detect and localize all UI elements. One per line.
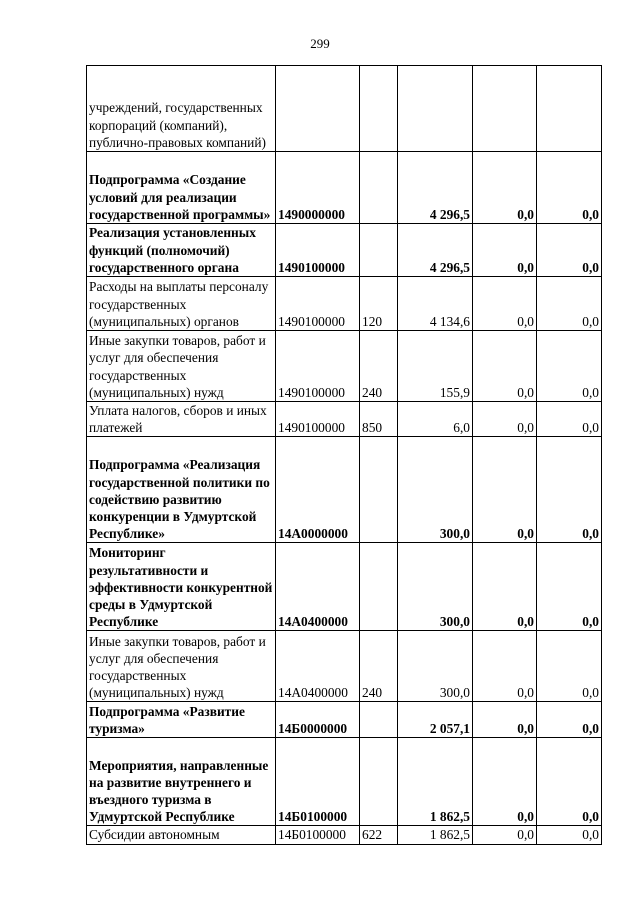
row-expense-type — [360, 224, 398, 277]
row-sum: 6,0 — [398, 402, 473, 437]
row-expense-type — [360, 738, 398, 826]
table-row — [87, 402, 602, 437]
row-code: 14Б0000000 — [276, 702, 360, 738]
row-value-1: 0,0 — [473, 402, 537, 437]
table-row — [87, 152, 602, 224]
table-row — [87, 331, 602, 402]
row-sum: 300,0 — [398, 437, 473, 543]
row-expense-type: 120 — [360, 277, 398, 331]
row-sum: 2 057,1 — [398, 702, 473, 738]
row-value-2: 0,0 — [537, 402, 602, 437]
row-value-1: 0,0 — [473, 152, 537, 224]
table-row — [87, 224, 602, 277]
row-value-2: 0,0 — [537, 277, 602, 331]
row-code: 1490100000 — [276, 331, 360, 402]
row-name: Иные закупки товаров, работ и услуг для обеспечения государственных (муниципальных) нужд — [87, 331, 276, 402]
row-name: учреждений, государственных корпораций (компаний), публично-правовых компаний) — [87, 66, 276, 152]
row-value-1: 0,0 — [473, 631, 537, 702]
row-value-1: 0,0 — [473, 277, 537, 331]
table-row — [87, 543, 602, 631]
row-expense-type — [360, 152, 398, 224]
row-sum: 4 134,6 — [398, 277, 473, 331]
table-row — [87, 437, 602, 543]
row-value-1: 0,0 — [473, 543, 537, 631]
page-number: 299 — [310, 36, 330, 51]
row-expense-type: 240 — [360, 631, 398, 702]
row-expense-type: 622 — [360, 826, 398, 844]
row-value-2: 0,0 — [537, 437, 602, 543]
row-name: Уплата налогов, сборов и иных платежей — [87, 402, 276, 437]
row-expense-type: 240 — [360, 331, 398, 402]
row-sum: 300,0 — [398, 631, 473, 702]
row-code: 14Б0100000 — [276, 826, 360, 844]
row-value-1: 0,0 — [473, 702, 537, 738]
row-code: 1490100000 — [276, 402, 360, 437]
row-expense-type — [360, 437, 398, 543]
row-value-2: 0,0 — [537, 152, 602, 224]
row-sum: 4 296,5 — [398, 224, 473, 277]
row-value-2: 0,0 — [537, 224, 602, 277]
row-name: Расходы на выплаты персоналу государственных (муниципальных) органов — [87, 277, 276, 331]
row-code: 14А0000000 — [276, 437, 360, 543]
table-row — [87, 738, 602, 826]
row-name: Подпрограмма «Развитие туризма» — [87, 702, 276, 738]
budget-table-body — [87, 66, 602, 845]
row-name: Субсидии автономным — [87, 826, 276, 844]
row-code: 1490000000 — [276, 152, 360, 224]
table-row — [87, 826, 602, 844]
row-expense-type — [360, 543, 398, 631]
table-row — [87, 702, 602, 738]
row-value-2 — [537, 66, 602, 152]
row-value-1: 0,0 — [473, 224, 537, 277]
row-value-2: 0,0 — [537, 702, 602, 738]
row-value-1 — [473, 66, 537, 152]
row-sum: 1 862,5 — [398, 826, 473, 844]
row-value-2: 0,0 — [537, 331, 602, 402]
row-value-2: 0,0 — [537, 631, 602, 702]
row-value-1: 0,0 — [473, 738, 537, 826]
row-value-1: 0,0 — [473, 826, 537, 844]
row-code: 1490100000 — [276, 277, 360, 331]
row-sum: 155,9 — [398, 331, 473, 402]
row-code: 14Б0100000 — [276, 738, 360, 826]
row-value-1: 0,0 — [473, 437, 537, 543]
row-code: 14А0400000 — [276, 631, 360, 702]
row-sum — [398, 66, 473, 152]
row-sum: 300,0 — [398, 543, 473, 631]
row-name: Иные закупки товаров, работ и услуг для обеспечения государственных (муниципальных) нужд — [87, 631, 276, 702]
row-value-2: 0,0 — [537, 543, 602, 631]
row-expense-type — [360, 66, 398, 152]
row-expense-type — [360, 702, 398, 738]
row-code: 1490100000 — [276, 224, 360, 277]
row-code: 14А0400000 — [276, 543, 360, 631]
row-name: Подпрограмма «Создание условий для реализации государственной программы» — [87, 152, 276, 224]
row-code — [276, 66, 360, 152]
row-sum: 1 862,5 — [398, 738, 473, 826]
table-row — [87, 631, 602, 702]
row-name: Реализация установленных функций (полномочий) государственного органа — [87, 224, 276, 277]
row-sum: 4 296,5 — [398, 152, 473, 224]
row-name: Мониторинг результативности и эффективности конкурентной среды в Удмуртской Республике — [87, 543, 276, 631]
row-value-1: 0,0 — [473, 331, 537, 402]
row-name: Подпрограмма «Реализация государственной политики по содействию развитию конкуренции в Удмуртской Республике» — [87, 437, 276, 543]
row-name: Мероприятия, направленные на развитие внутреннего и въездного туризма в Удмуртской Республике — [87, 738, 276, 826]
row-value-2: 0,0 — [537, 738, 602, 826]
budget-table — [86, 65, 602, 845]
row-value-2: 0,0 — [537, 826, 602, 844]
table-row — [87, 66, 602, 152]
row-expense-type: 850 — [360, 402, 398, 437]
table-row — [87, 277, 602, 331]
